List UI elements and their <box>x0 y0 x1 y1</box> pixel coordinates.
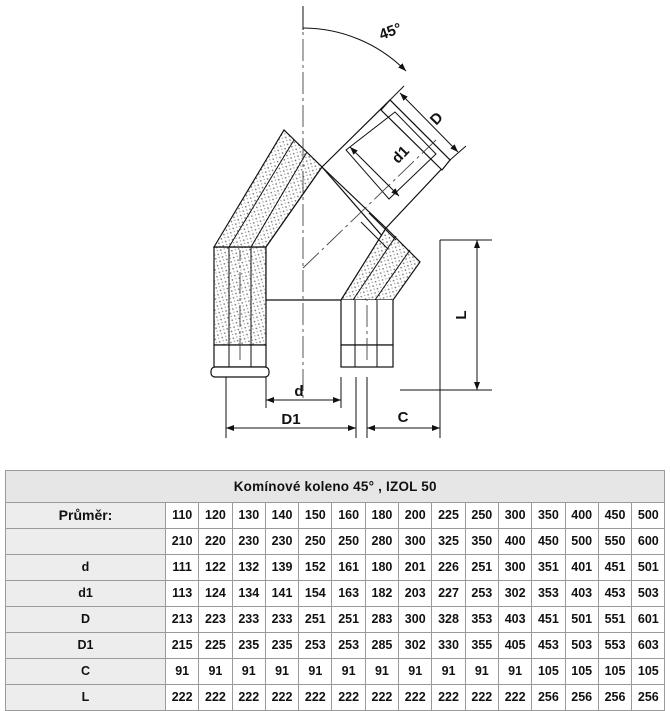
spec-table <box>5 470 665 711</box>
cell: 235 <box>265 633 298 659</box>
table-row <box>6 503 665 529</box>
cell: 251 <box>332 607 365 633</box>
cell: 150 <box>299 503 332 529</box>
cell: 222 <box>299 685 332 711</box>
cell: 251 <box>299 607 332 633</box>
cell: 154 <box>299 581 332 607</box>
cell: 403 <box>565 581 598 607</box>
cell: 139 <box>265 555 298 581</box>
cell: 500 <box>632 503 665 529</box>
cell: 182 <box>365 581 398 607</box>
cell: 325 <box>432 529 465 555</box>
dimension-label-L: L <box>453 310 470 320</box>
cell: 601 <box>632 607 665 633</box>
cell: 230 <box>232 529 265 555</box>
row-header-d: d <box>6 555 166 581</box>
cell: 353 <box>532 581 565 607</box>
cell: 105 <box>598 659 631 685</box>
table-row <box>6 529 665 555</box>
cell: 122 <box>199 555 232 581</box>
cell: 91 <box>265 659 298 685</box>
row-header-C: C <box>6 659 166 685</box>
cell: 350 <box>532 503 565 529</box>
cell: 222 <box>399 685 432 711</box>
table-title: Komínové koleno 45° , IZOL 50 <box>6 471 665 503</box>
cell: 302 <box>498 581 531 607</box>
cell: 222 <box>365 685 398 711</box>
cell: 330 <box>432 633 465 659</box>
cell: 351 <box>532 555 565 581</box>
cell: 140 <box>265 503 298 529</box>
cell: 230 <box>265 529 298 555</box>
elbow-body <box>211 100 450 377</box>
cell: 235 <box>232 633 265 659</box>
cell: 200 <box>399 503 432 529</box>
cell: 113 <box>166 581 199 607</box>
cell: 222 <box>465 685 498 711</box>
cell: 300 <box>498 503 531 529</box>
cell: 300 <box>498 555 531 581</box>
cell: 503 <box>565 633 598 659</box>
cell: 450 <box>598 503 631 529</box>
cell: 163 <box>332 581 365 607</box>
cell: 553 <box>598 633 631 659</box>
dimension-label-C: C <box>397 409 409 426</box>
dimension-label-D: D <box>426 109 447 129</box>
cell: 603 <box>632 633 665 659</box>
table-row <box>6 685 665 711</box>
cell: 453 <box>532 633 565 659</box>
row-header-d1: d1 <box>6 581 166 607</box>
cell: 222 <box>232 685 265 711</box>
spec-table-body <box>6 471 665 711</box>
table-title-row <box>6 471 665 503</box>
cell: 253 <box>299 633 332 659</box>
cell: 220 <box>199 529 232 555</box>
cell: 91 <box>399 659 432 685</box>
table-row <box>6 659 665 685</box>
cell: 233 <box>265 607 298 633</box>
cell: 91 <box>232 659 265 685</box>
row-header-D: D <box>6 607 166 633</box>
row-header-D1: D1 <box>6 633 166 659</box>
cell: 91 <box>432 659 465 685</box>
cell: 353 <box>465 607 498 633</box>
table-row <box>6 633 665 659</box>
cell: 400 <box>565 503 598 529</box>
cell: 215 <box>166 633 199 659</box>
cell: 551 <box>598 607 631 633</box>
cell: 500 <box>565 529 598 555</box>
row-header-blank <box>6 529 166 555</box>
row-header-prumer: Průměr: <box>6 503 166 529</box>
table-row <box>6 607 665 633</box>
cell: 225 <box>432 503 465 529</box>
table-row <box>6 581 665 607</box>
cell: 222 <box>265 685 298 711</box>
dimension-label-D1: D1 <box>281 411 301 428</box>
cell: 141 <box>265 581 298 607</box>
cell: 223 <box>199 607 232 633</box>
dimension-label-d1: d1 <box>388 142 413 168</box>
cell: 256 <box>532 685 565 711</box>
cell: 256 <box>632 685 665 711</box>
cell: 256 <box>598 685 631 711</box>
cell: 453 <box>598 581 631 607</box>
cell: 302 <box>399 633 432 659</box>
cell: 405 <box>498 633 531 659</box>
cell: 600 <box>632 529 665 555</box>
cell: 111 <box>166 555 199 581</box>
cell: 451 <box>532 607 565 633</box>
cell: 403 <box>498 607 531 633</box>
cell: 120 <box>199 503 232 529</box>
cell: 213 <box>166 607 199 633</box>
cell: 283 <box>365 607 398 633</box>
cell: 250 <box>299 529 332 555</box>
cell: 550 <box>598 529 631 555</box>
cell: 328 <box>432 607 465 633</box>
cell: 225 <box>199 633 232 659</box>
row-header-L: L <box>6 685 166 711</box>
dimension-D1 <box>226 377 356 438</box>
cell: 250 <box>332 529 365 555</box>
cell: 253 <box>332 633 365 659</box>
cell: 401 <box>565 555 598 581</box>
cell: 105 <box>532 659 565 685</box>
cell: 501 <box>565 607 598 633</box>
cell: 227 <box>432 581 465 607</box>
cell: 130 <box>232 503 265 529</box>
cell: 91 <box>199 659 232 685</box>
cell: 300 <box>399 607 432 633</box>
cell: 132 <box>232 555 265 581</box>
cell: 134 <box>232 581 265 607</box>
cell: 300 <box>399 529 432 555</box>
cell: 280 <box>365 529 398 555</box>
cell: 233 <box>232 607 265 633</box>
cell: 203 <box>399 581 432 607</box>
cell: 91 <box>332 659 365 685</box>
cell: 91 <box>498 659 531 685</box>
cell: 160 <box>332 503 365 529</box>
cell: 180 <box>365 555 398 581</box>
cell: 251 <box>465 555 498 581</box>
cell: 124 <box>199 581 232 607</box>
cell: 250 <box>465 503 498 529</box>
table-row <box>6 555 665 581</box>
cell: 110 <box>166 503 199 529</box>
cell: 222 <box>498 685 531 711</box>
cell: 91 <box>365 659 398 685</box>
cell: 91 <box>299 659 332 685</box>
cell: 501 <box>632 555 665 581</box>
cell: 256 <box>565 685 598 711</box>
cell: 105 <box>632 659 665 685</box>
cell: 222 <box>166 685 199 711</box>
cell: 450 <box>532 529 565 555</box>
cell: 222 <box>432 685 465 711</box>
cell: 451 <box>598 555 631 581</box>
cell: 210 <box>166 529 199 555</box>
cell: 226 <box>432 555 465 581</box>
cell: 180 <box>365 503 398 529</box>
cell: 91 <box>465 659 498 685</box>
dimension-label-d: d <box>294 383 304 400</box>
cell: 222 <box>332 685 365 711</box>
cell: 355 <box>465 633 498 659</box>
cell: 400 <box>498 529 531 555</box>
cell: 105 <box>565 659 598 685</box>
cell: 503 <box>632 581 665 607</box>
angle-label: 45° <box>376 19 405 44</box>
spec-table-container <box>5 470 665 711</box>
cell: 152 <box>299 555 332 581</box>
cell: 161 <box>332 555 365 581</box>
cell: 222 <box>199 685 232 711</box>
cell: 91 <box>166 659 199 685</box>
cell: 253 <box>465 581 498 607</box>
cell: 350 <box>465 529 498 555</box>
cell: 201 <box>399 555 432 581</box>
cell: 285 <box>365 633 398 659</box>
